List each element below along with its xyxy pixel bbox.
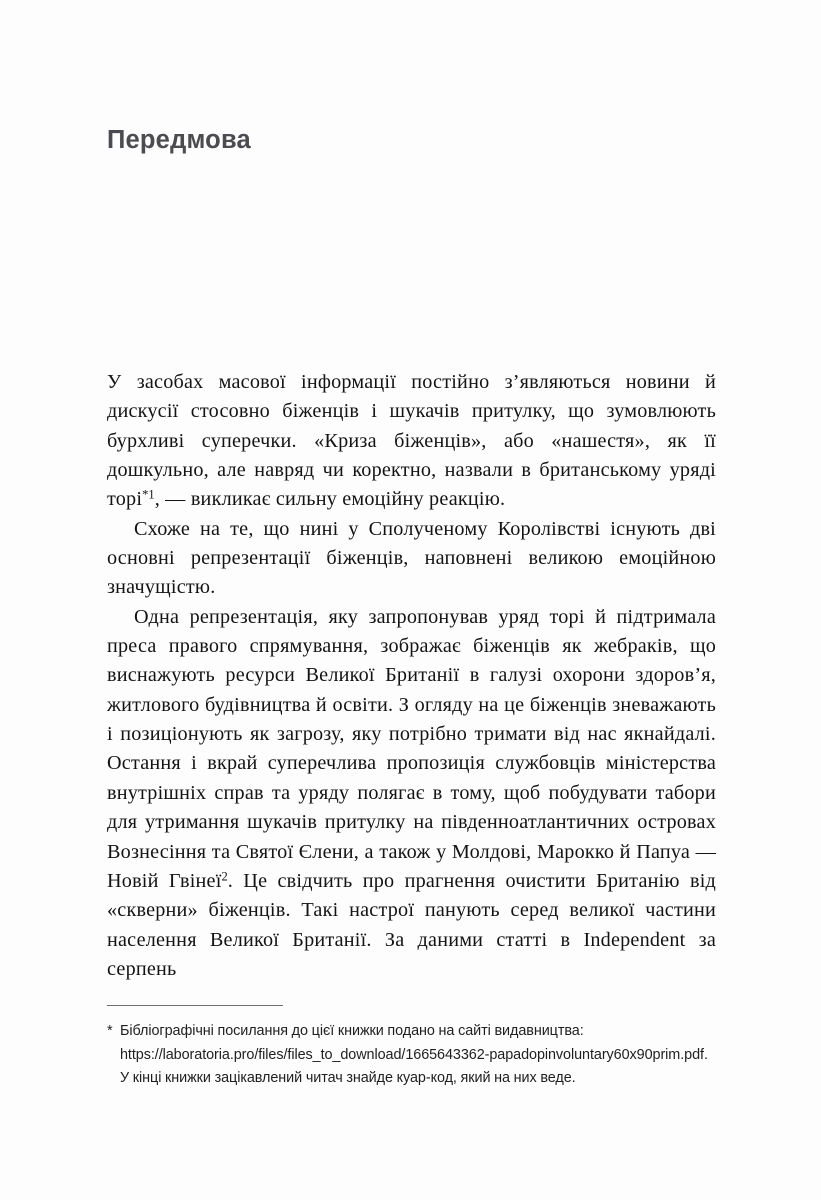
- paragraph-3: [107, 603, 716, 984]
- paragraph-2: [107, 515, 716, 603]
- paragraph-3-text-after-note: . Це свідчить про прагнення очистити Британію від «скверни» біженців. Такі настрої панують серед великої частини населення Великої Британії. За даними статті в Independent за серпень: [107, 869, 716, 980]
- paragraph-2-text: Схоже на те, що нині у Сполученому Королівстві існують дві основні репрезентації біженців, наповнені великою емоційною значущістю.: [107, 517, 716, 599]
- footnote-text-part1: Бібліографічні посилання до цієї книжки подано на сайті видавництва:: [120, 1023, 584, 1040]
- footnote-separator-rule: [107, 1005, 283, 1006]
- footnote-url[interactable]: https://laboratoria.pro/files/files_to_download/1665643362-papadopinvoluntary60x90prim.pdf: [120, 1046, 704, 1063]
- footnote-marker-asterisk-1[interactable]: *1: [142, 487, 155, 502]
- page-title: Передмова: [107, 126, 251, 155]
- body-text-block: [107, 368, 716, 984]
- footnote-marker-2[interactable]: 2: [221, 869, 228, 884]
- paragraph-1-text-before-note: У засобах масової інформації постійно з’являються новини й дискусії стосовно біженців і шукачів притулку, що зумовлюють бурхливі суперечки. «Криза біженців», або «нашестя», як її дошкульно, але навряд чи коректно, назвали в британському уряді торі: [107, 371, 716, 511]
- footnote-text: [107, 1020, 716, 1090]
- footnote-area: [107, 1005, 716, 1104]
- footnote-text-part2: . У кінці книжки зацікавлений читач знайде куар-код, який на них веде.: [120, 1046, 708, 1086]
- paragraph-3-text-before-note: Одна репрезентація, яку запропонував уряд торі й підтримала преса правого спрямування, зображає біженців як жебраків, що виснажують ресурси Великої Британії в галузі охорони здоров’я, житлового будівництва й освіти. З огляду на це біженців зневажають і позиціонують як загрозу, яку потрібно тримати від нас якнайдалі. Остання і вкрай суперечлива пропозиція службовців міністерства внутрішніх справ та уряду полягає в тому, щоб побудувати табори для утримання шукачів притулку на південноатлантичних островах Вознесіння та Святої Єлени, а також у Молдові, Марокко й Папуа — Новій Гвінеї: [107, 605, 716, 892]
- paragraph-1-text-after-note: , — викликає сильну емоційну реакцію.: [154, 488, 506, 511]
- footnote-asterisk-marker: *: [107, 1023, 113, 1040]
- paragraph-1: [107, 368, 716, 515]
